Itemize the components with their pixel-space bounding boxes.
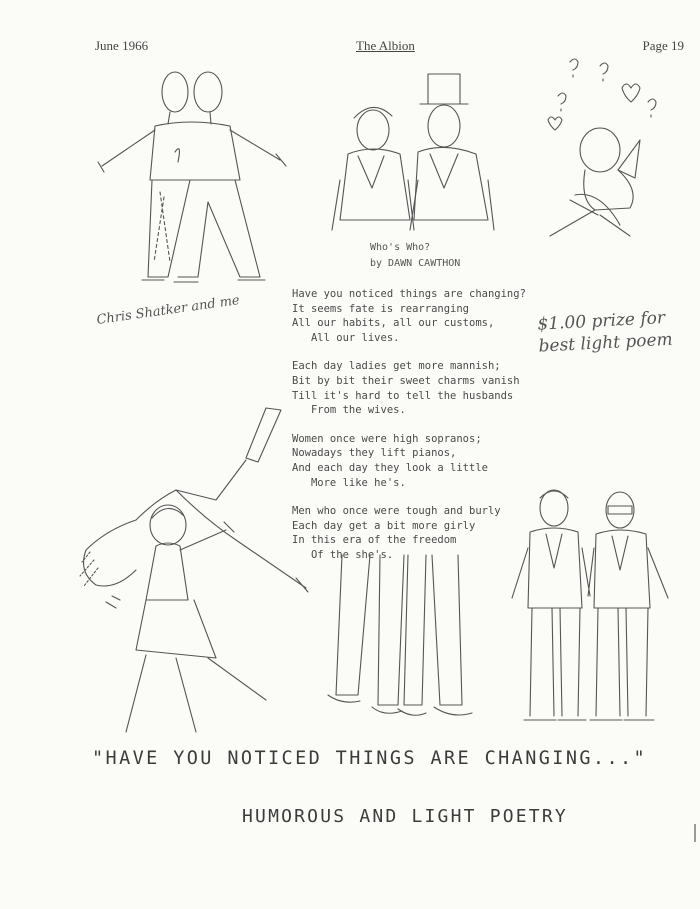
two-figures-icon: [90, 62, 300, 312]
poem-line: Bit by bit their sweet charms vanish: [292, 374, 520, 387]
poem-line: Have you noticed things are changing?: [292, 288, 526, 300]
top-hat-couple-icon: [318, 70, 503, 245]
poem-byline: by DAWN CAWTHON: [370, 258, 461, 269]
poem-line: And each day they look a little: [292, 461, 488, 474]
poem-line: More like he's.: [292, 476, 406, 489]
poem-line: Of the she's.: [292, 548, 394, 561]
poem-line: All our lives.: [292, 331, 400, 344]
edge-mark: [694, 824, 696, 842]
poem-line: All our habits, all our customs,: [292, 317, 495, 330]
poem-title: Who's Who?: [370, 242, 431, 253]
poem-stanza: [292, 432, 526, 490]
dancing-couple-icon: [76, 400, 316, 740]
poem-line: Nowadays they lift pianos,: [292, 447, 457, 460]
poem-line: In this era of the freedom: [292, 534, 457, 547]
poem-body: [292, 287, 526, 577]
handwritten-signature: Chris Shatker and me: [95, 293, 241, 328]
trousers-icon: [322, 555, 480, 735]
poem-line: From the wives.: [292, 404, 406, 417]
poem-line: It seems fate is rearranging: [292, 302, 470, 315]
poem-heading: [370, 240, 460, 272]
handwritten-prize-note: $1.00 prize for best light poem: [536, 308, 674, 357]
poem-stanza: [292, 287, 526, 345]
issue-date: June 1966: [95, 38, 149, 53]
poem-stanza: [292, 504, 526, 562]
poem-line: Women once were high sopranos;: [292, 432, 482, 445]
suited-pair-icon: [508, 488, 678, 734]
publication-title: The Albion: [356, 38, 415, 53]
feature-category: HUMOROUS AND LIGHT POETRY: [242, 806, 568, 827]
poem-line: Each day ladies get more mannish;: [292, 360, 501, 373]
poem-line: Each day get a bit more girly: [292, 519, 476, 532]
page-number: Page 19: [642, 38, 684, 53]
poem-line: Men who once were tough and burly: [292, 505, 501, 518]
poem-line: Till it's hard to tell the husbands: [292, 389, 514, 402]
cherub-icon: [540, 50, 680, 245]
feature-headline: "HAVE YOU NOTICED THINGS ARE CHANGING...": [92, 748, 648, 769]
poem-stanza: [292, 359, 526, 417]
